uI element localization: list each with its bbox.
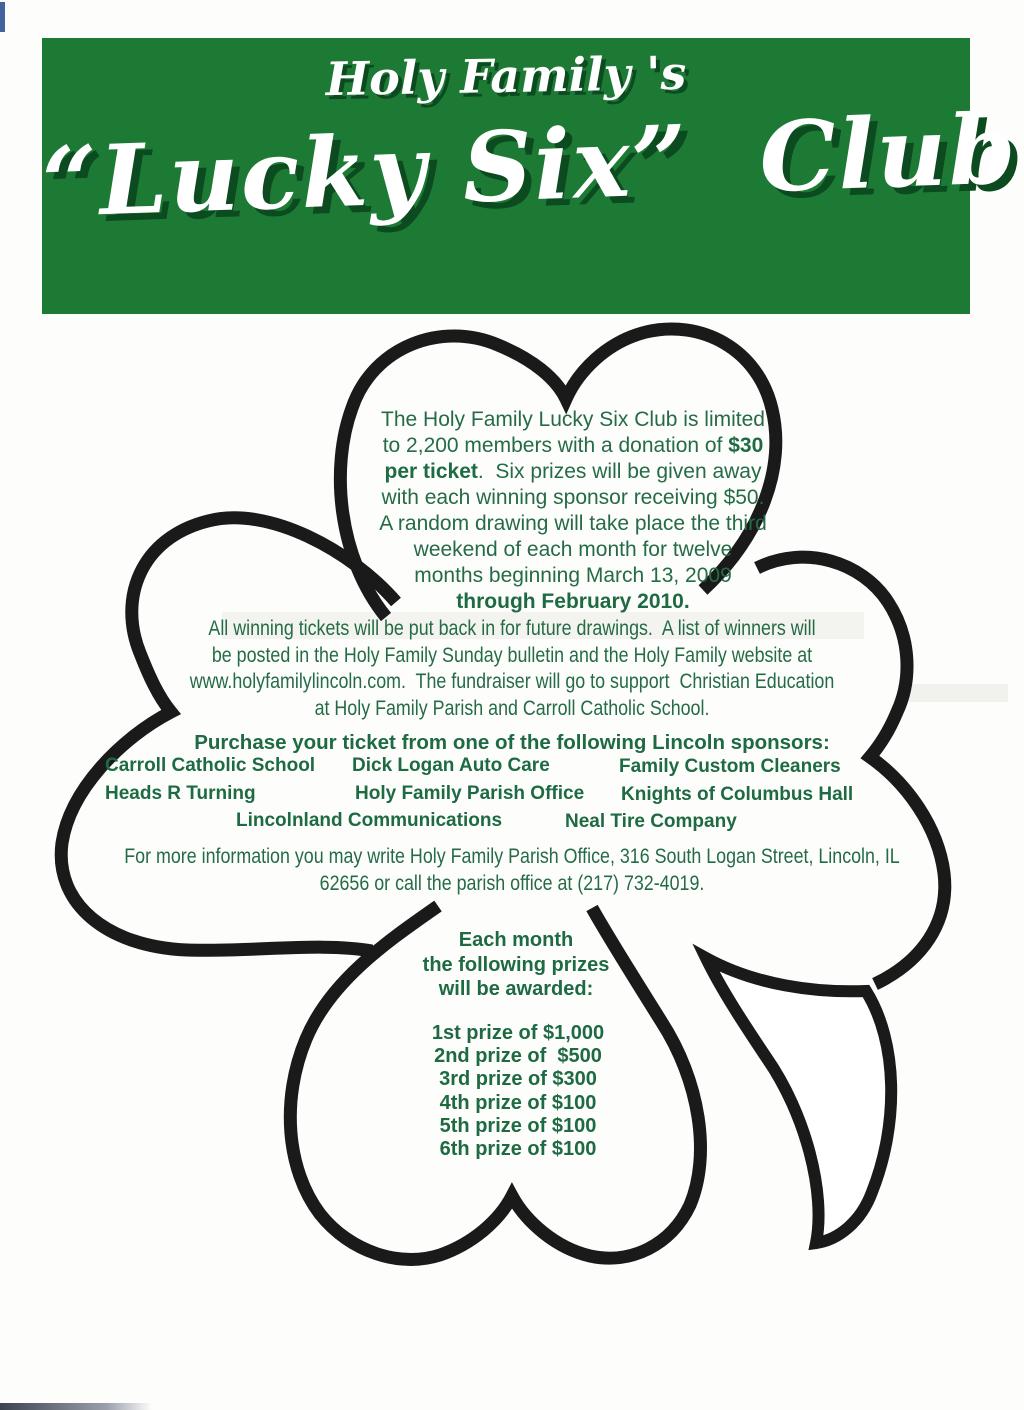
prizes-heading-line: will be awarded: — [438, 978, 594, 1000]
intro-line: months beginning March 13, 2009 — [414, 564, 732, 587]
prizes-heading-line: Each month — [458, 929, 574, 951]
contact-info — [77, 843, 947, 897]
drawings-line: All winning tickets will be put back in for future drawings. A list of winners will — [208, 617, 816, 640]
purchase-heading: Purchase your ticket from one of the following Lincoln sponsors: — [194, 731, 830, 754]
sponsor-item: Dick Logan Auto Care — [352, 755, 550, 776]
intro-line: weekend of each month for twelve — [413, 538, 733, 561]
contact-line: 62656 or call the parish office at (217) 732-4019. — [319, 872, 705, 895]
sponsor-item: Carroll Catholic School — [105, 755, 316, 776]
intro-paragraph — [340, 407, 806, 615]
drawings-line: at Holy Family Parish and Carroll Catholic School. — [314, 696, 710, 720]
prizes-heading — [0, 928, 1024, 1002]
sponsor-item: Lincolnland Communications — [236, 810, 503, 831]
intro-line: The Holy Family Lucky Six Club is limited — [381, 408, 765, 431]
prize-line: 4th prize of $100 — [439, 1091, 597, 1114]
prize-line: 5th prize of $100 — [439, 1114, 597, 1137]
scan-artifact-corner — [0, 2, 5, 32]
scan-artifact-bottom-strip — [0, 1403, 152, 1410]
banner — [40, 38, 1020, 314]
prizes-heading-line: the following prizes — [422, 953, 610, 976]
intro-line: with each winning sponsor receiving $50. — [381, 486, 765, 509]
intro-line: to 2,200 members with a donation of $30 — [382, 434, 764, 457]
prize-line: 1st prize of $1,000 — [431, 1022, 605, 1044]
prize-line: 3rd prize of $300 — [439, 1068, 597, 1091]
banner-title: “Lucky Six” Club — [40, 92, 1020, 240]
drawings-line: www.holyfamilylincoln.com. The fundraiser will go to support Christian Education — [189, 670, 835, 693]
contact-line: For more information you may write Holy Family Parish Office, 316 South Logan Street, Lincoln, IL — [124, 845, 900, 868]
intro-line: per ticket. Six prizes will be given away — [384, 460, 762, 483]
prize-line: 2nd prize of $500 — [434, 1045, 602, 1068]
sponsor-item: Holy Family Parish Office — [355, 783, 585, 804]
drawings-line: be posted in the Holy Family Sunday bulletin and the Holy Family website at — [211, 643, 813, 667]
sponsor-item: Neal Tire Company — [565, 811, 737, 832]
intro-line: A random drawing will take place the third — [379, 512, 767, 535]
sponsor-item: Heads R Turning — [105, 783, 256, 804]
sponsor-item: Family Custom Cleaners — [619, 756, 841, 777]
banner-subtitle: Holy Family 's — [325, 45, 687, 107]
drawings-paragraph — [77, 616, 947, 722]
prize-line: 6th prize of $100 — [439, 1138, 597, 1161]
sponsor-item: Knights of Columbus Hall — [621, 784, 854, 805]
intro-line: through February 2010. — [456, 590, 690, 613]
prizes-list — [0, 1022, 1024, 1161]
